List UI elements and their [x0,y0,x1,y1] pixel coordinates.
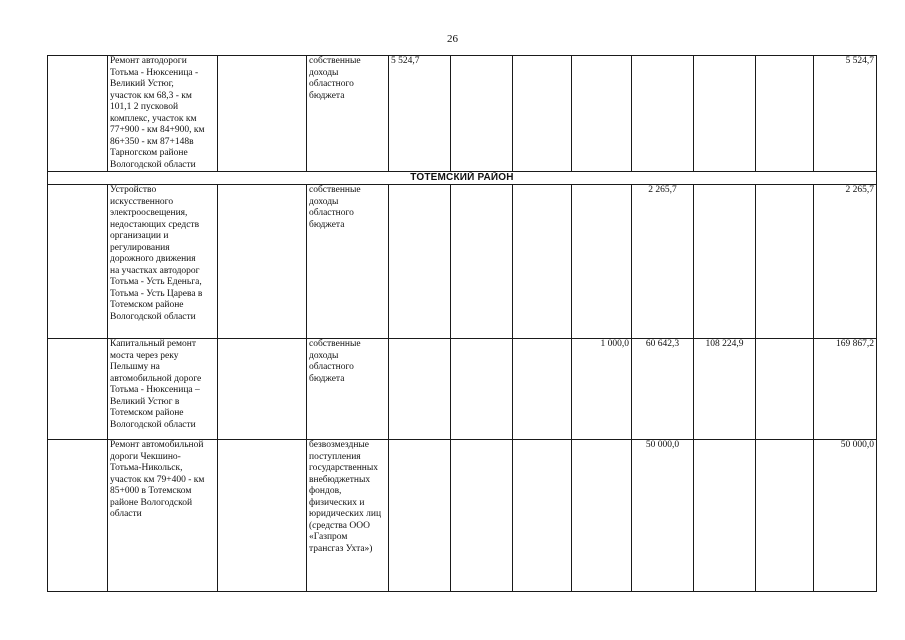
amount-cell: 2 265,7 [632,185,694,339]
measure-name-cell: Ремонт автомобильной дороги Чекшино- Тотьма-Никольск, участок км 79+400 - км 85+000 в Тотемском районе Вологодской области [108,440,218,592]
table-row [48,185,877,339]
measure-name-cell: Ремонт автодороги Тотьма - Нюксеница - Великий Устюг, участок км 68,3 - км 101,1 2 пусковой комплекс, участок км 77+900 - км 84+900, км 86+350 - км 87+148в Тарногском районе Вологодской области [108,56,218,172]
amount-cell [572,440,632,592]
empty-cell [513,56,572,172]
amount-cell: 50 000,0 [632,440,694,592]
funding-source-cell: безвозмездные поступления государственных внебюджетных фондов, физических и юридических лиц (средства ООО «Газпром трансгаз Ухта») [307,440,389,592]
amount-cell [389,339,451,440]
page-number: 26 [447,33,458,45]
empty-cell [218,56,307,172]
measure-name-cell: Капитальный ремонт моста через реку Пельшму на автомобильной дороге Тотьма - Нюксеница – Великий Устюг в Тотемском районе Вологодской области [108,339,218,440]
empty-cell [451,185,513,339]
amount-cell: 1 000,0 [572,339,632,440]
amount-cell: 60 642,3 [632,339,694,440]
district-header-row [48,172,877,185]
empty-cell [451,339,513,440]
empty-cell [218,440,307,592]
amount-cell [389,440,451,592]
empty-cell [513,440,572,592]
funding-source-cell: собственные доходы областного бюджета [307,56,389,172]
empty-cell [756,440,814,592]
total-cell: 50 000,0 [814,440,877,592]
amount-cell [694,440,756,592]
measure-name-cell: Устройство искусственного электроосвещения, недостающих средств организации и регулирования дорожного движения на участках автодорог Тотьма - Усть Еденьга, Тотьма - Усть Царева в Тотемском районе Вологодской области [108,185,218,339]
empty-cell [451,440,513,592]
amount-cell [389,185,451,339]
amount-cell [632,56,694,172]
table-row [48,56,877,172]
budget-table [47,55,877,592]
amount-cell [572,56,632,172]
table-row [48,339,877,440]
total-cell: 169 867,2 [814,339,877,440]
index-cell [48,56,108,172]
empty-cell [218,185,307,339]
amount-cell [572,185,632,339]
index-cell [48,339,108,440]
empty-cell [513,185,572,339]
district-title: ТОТЕМСКИЙ РАЙОН [48,172,877,185]
empty-cell [756,339,814,440]
amount-cell [694,56,756,172]
amount-cell: 108 224,9 [694,339,756,440]
empty-cell [756,56,814,172]
empty-cell [756,185,814,339]
total-cell: 2 265,7 [814,185,877,339]
index-cell [48,440,108,592]
empty-cell [513,339,572,440]
index-cell [48,185,108,339]
empty-cell [451,56,513,172]
table-row [48,440,877,592]
amount-cell: 5 524,7 [389,56,451,172]
empty-cell [218,339,307,440]
total-cell: 5 524,7 [814,56,877,172]
amount-cell [694,185,756,339]
funding-source-cell: собственные доходы областного бюджета [307,185,389,339]
funding-source-cell: собственные доходы областного бюджета [307,339,389,440]
